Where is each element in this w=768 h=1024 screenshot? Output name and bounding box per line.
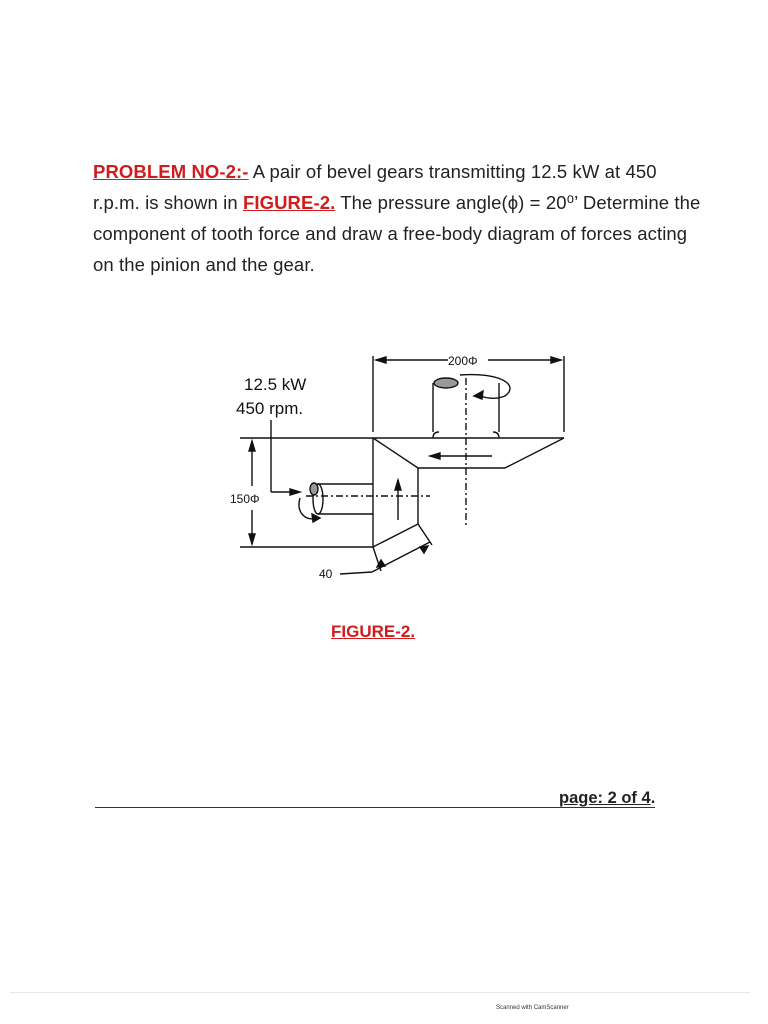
problem-label: PROBLEM NO-2:- (93, 161, 249, 182)
problem-text-1: A pair of bevel gears transmitting 12.5 kW at 450 r.p.m. is shown in (93, 161, 657, 213)
figure-caption: FIGURE-2. (331, 622, 416, 641)
scan-bottom-rule (10, 992, 750, 993)
page-number-suffix: . (650, 789, 656, 807)
speed-label: 450 rpm. (236, 399, 304, 418)
pinion-diameter-label: 150Φ (230, 492, 260, 506)
power-label: 12.5 kW (244, 375, 307, 394)
page-number (559, 789, 655, 808)
face-width-label: 40 (319, 567, 333, 581)
gear-diameter-label: 200Φ (448, 354, 478, 368)
scanner-watermark: Scanned with CamScanner (496, 1005, 569, 1011)
problem-text-2: The pressure angle(ϕ) = 20⁰’ Determine the component of tooth force and draw a free-body diagram of forces acting on the pinion and the gear. (93, 192, 701, 275)
figure-reference: FIGURE-2. (242, 192, 336, 213)
page-number-label: page: 2 of 4 (559, 789, 651, 807)
